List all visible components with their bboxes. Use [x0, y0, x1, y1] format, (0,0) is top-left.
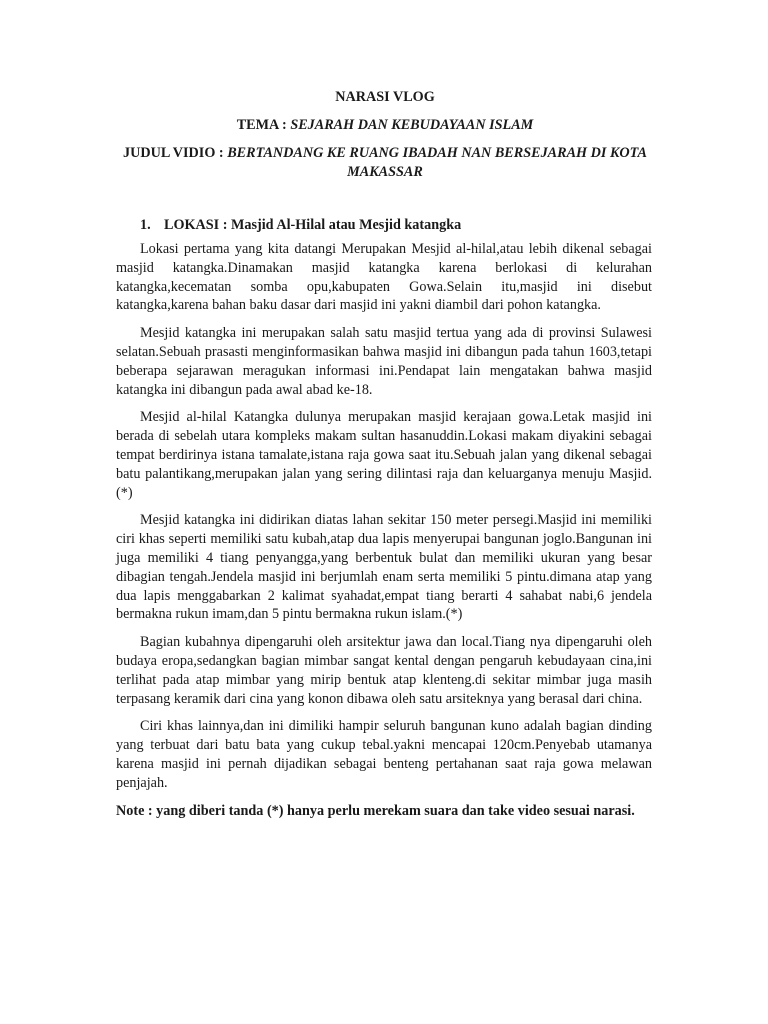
paragraph: Lokasi pertama yang kita datangi Merupakan Mesjid al-hilal,atau lebih dikenal sebagai masjid katangka.Dinamakan masjid katangka karena berlokasi di kelurahan katangka,kecematan somba opu,kabupaten Gowa.Selain itu,masjid ini disebut katangka,karena bahan baku dasar dari masjid ini yakni diambil dari pohon katangka. — [116, 241, 652, 314]
note-text: Note : yang diberi tanda (*) hanya perlu merekam suara dan take video sesuai narasi. — [116, 802, 635, 819]
paragraph: Mesjid al-hilal Katangka dulunya merupakan masjid kerajaan gowa.Letak masjid ini berada di sebelah utara kompleks makam sultan hasanuddin.Lokasi makam diyakini sebagai tempat berdirinya istana tamalate,istana raja gowa saat itu.Sebuah jalan yang dikenal sebagai batu palantikang,merupakan jalan yang sering dilintasi raja dan keluarganya menuju Masjid.(*) — [116, 409, 652, 501]
section-heading — [140, 216, 461, 235]
theme-value: SEJARAH DAN KEBUDAYAAN ISLAM — [290, 117, 534, 133]
document-title: NARASI VLOG — [335, 89, 435, 105]
paragraph: Mesjid katangka ini didirikan diatas lahan sekitar 150 meter persegi.Masjid ini memiliki ciri khas seperti memiliki satu kubah,atap dua lapis menyerupai bangunan joglo.Bangunan ini juga memiliki 4 tiang penyangga,yang berbentuk bulat dan memiliki ukuran yang besar dibagian tengah.Jendela masjid ini berjumlah enam serta memiliki 5 pintu.dimana atap yang dua lapis menggabarkan 2 kalimat syahadat,empat tiang berarti 4 sahabat nabi,6 jendela bermakna rukun imam,dan 5 pintu bermakna rukun islam.(*) — [116, 512, 652, 623]
narration-body — [116, 240, 652, 829]
paragraph: Mesjid katangka ini merupakan salah satu masjid tertua yang ada di provinsi Sulawesi selatan.Sebuah prasasti menginformasikan bahwa masjid ini dibangun pada tahun 1603,tetapi beberapa sejarawan meragukan informasi ini.Pendapat lain mengatakan bahwa masjid katangka ini dibangun pada awal abad ke-18. — [116, 325, 652, 398]
document-video-title — [116, 144, 654, 182]
video-title-value: BERTANDANG KE RUANG IBADAH NAN BERSEJARAH DI KOTA MAKASSAR — [227, 145, 648, 180]
document-theme — [116, 116, 654, 135]
paragraph: Ciri khas lainnya,dan ini dimiliki hampir seluruh bangunan kuno adalah bagian dinding yang terbuat dari batu bata yang cukup tebal.yakni mencapai 120cm.Penyebab utamanya karena masjid ini pernah dijadikan sebagai benteng pertahanan saat raja gowa melawan penjajah. — [116, 718, 652, 791]
section-number: 1. — [140, 217, 151, 233]
video-title-label: JUDUL VIDIO : — [122, 145, 224, 161]
paragraph: Bagian kubahnya dipengaruhi oleh arsitektur jawa dan local.Tiang nya dipengaruhi oleh budaya eropa,sedangkan bagian mimbar sangat kental dengan pengaruh kebudayaan cina,ini terlihat pada atap mimbar yang mirip bentuk atap klenteng.di sekitar mimbar juga masih terpasang keramik dari cina yang konon dibawa oleh satu arsiteknya yang berasal dari china. — [116, 634, 652, 707]
section-heading-text: LOKASI : Masjid Al-Hilal atau Mesjid katangka — [164, 217, 462, 233]
theme-label: TEMA : — [236, 117, 287, 133]
